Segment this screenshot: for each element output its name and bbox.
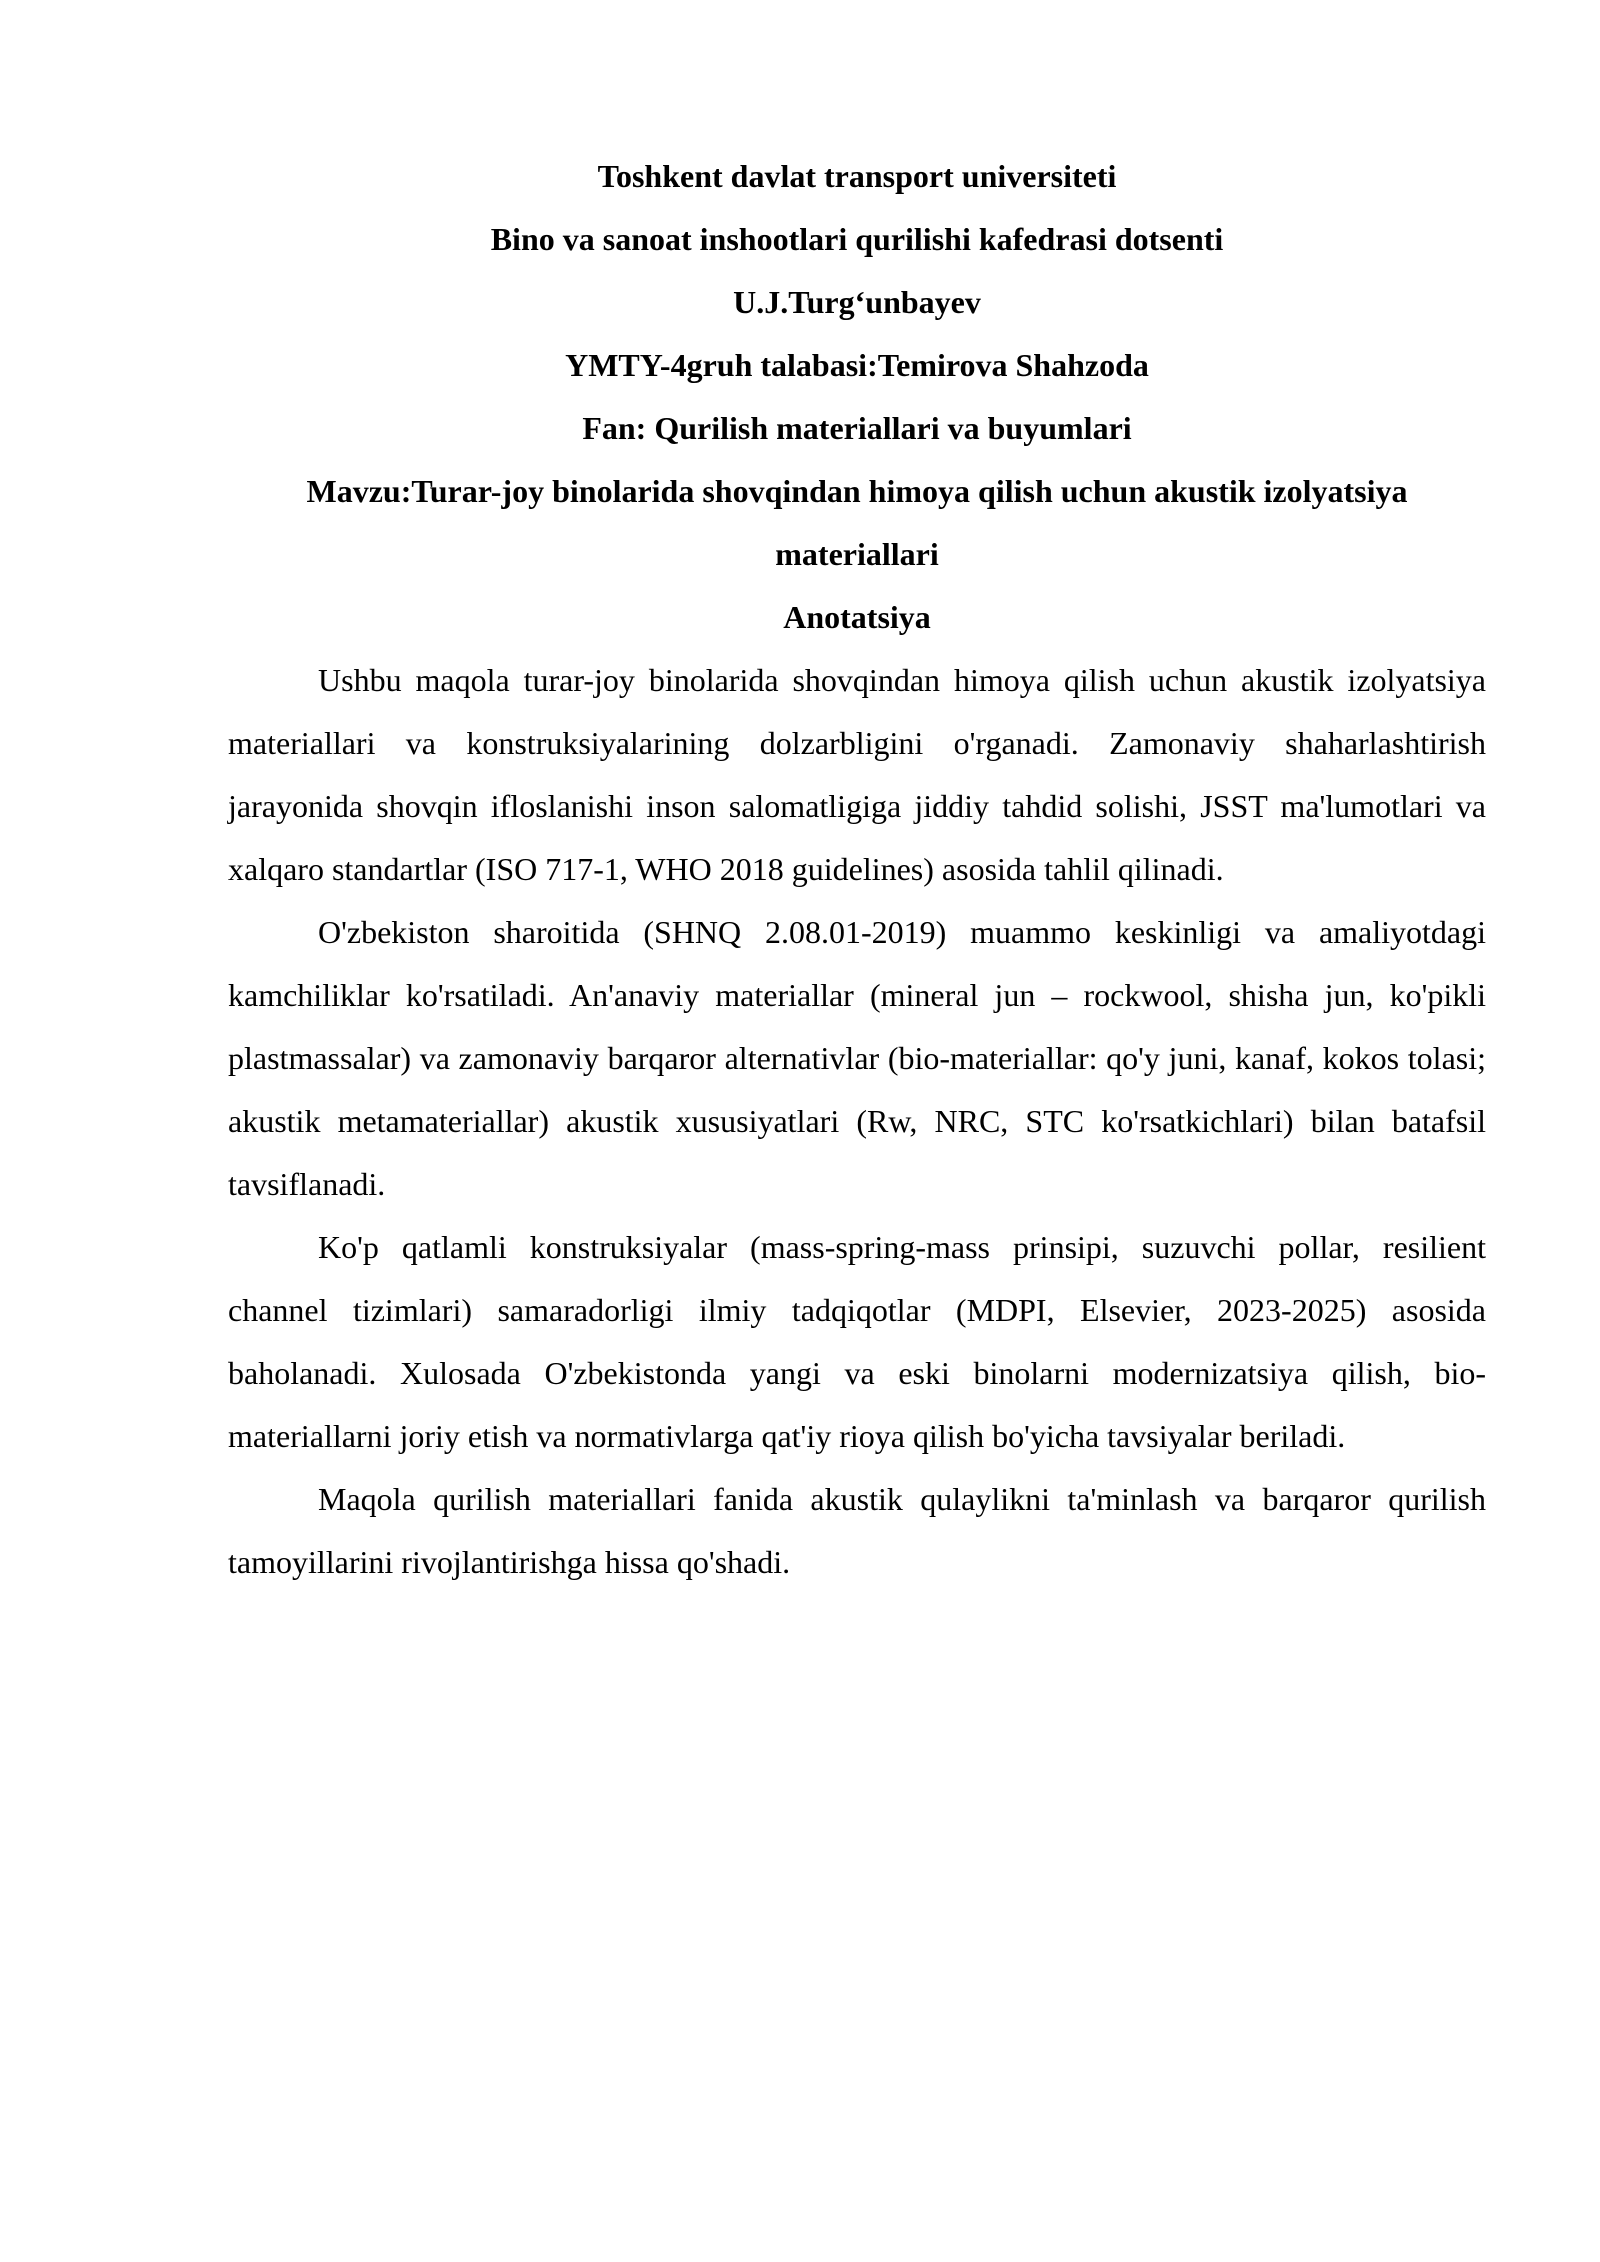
paragraph-1: Ushbu maqola turar-joy binolarida shovqindan himoya qilish uchun akustik izolyatsiya materiallari va konstruksiyalarining dolzarbligini o'rganadi. Zamonaviy shaharlashtirish jarayonida shovqin ifloslanishi inson salomatligiga jiddiy tahdid solishi, JSST ma'lumotlari va xalqaro standartlar (ISO 717-1, WHO 2018 guidelines) asosida tahlil qilinadi. xyxy=(228,662,1486,887)
doc-heading-subject: Fan: Qurilish materiallari va buyumlari xyxy=(582,410,1132,446)
doc-heading-author: U.J.Turgʻunbayev xyxy=(733,284,981,320)
paragraph-3: Ko'p qatlamli konstruksiyalar (mass-spring-mass prinsipi, suzuvchi pollar, resilient channel tizimlari) samaradorligi ilmiy tadqiqotlar (MDPI, Elsevier, 2023-2025) asosida baholanadi. Xulosada O'zbekistonda yangi va eski binolarni modernizatsiya qilish, bio-materiallarni joriy etish va normativlarga qat'iy rioya qilish bo'yicha tavsiyalar beriladi. xyxy=(228,1229,1486,1454)
doc-heading-topic: Mavzu:Turar-joy binolarida shovqindan himoya qilish uchun akustik izolyatsiya materiallari xyxy=(306,473,1408,572)
doc-heading-university: Toshkent davlat transport universiteti xyxy=(597,158,1117,194)
doc-heading-department: Bino va sanoat inshootlari qurilishi kafedrasi dotsenti xyxy=(490,221,1224,257)
paragraph-4: Maqola qurilish materiallari fanida akustik qulaylikni ta'minlash va barqaror qurilish tamoyillarini rivojlantirishga hissa qo'shadi. xyxy=(228,1481,1486,1580)
doc-heading-annotation: Anotatsiya xyxy=(783,599,931,635)
doc-heading-student: YMTY-4gruh talabasi:Temirova Shahzoda xyxy=(565,347,1149,383)
paragraph-2: O'zbekiston sharoitida (SHNQ 2.08.01-2019) muammo keskinligi va amaliyotdagi kamchiliklar ko'rsatiladi. An'anaviy materiallar (mineral jun – rockwool, shisha jun, ko'pikli plastmassalar) va zamonaviy barqaror alternativlar (bio-materiallar: qo'y juni, kanaf, kokos tolasi; akustik metamateriallar) akustik xususiyatlari (Rw, NRC, STC ko'rsatkichlari) bilan batafsil tavsiflanadi. xyxy=(228,914,1486,1202)
